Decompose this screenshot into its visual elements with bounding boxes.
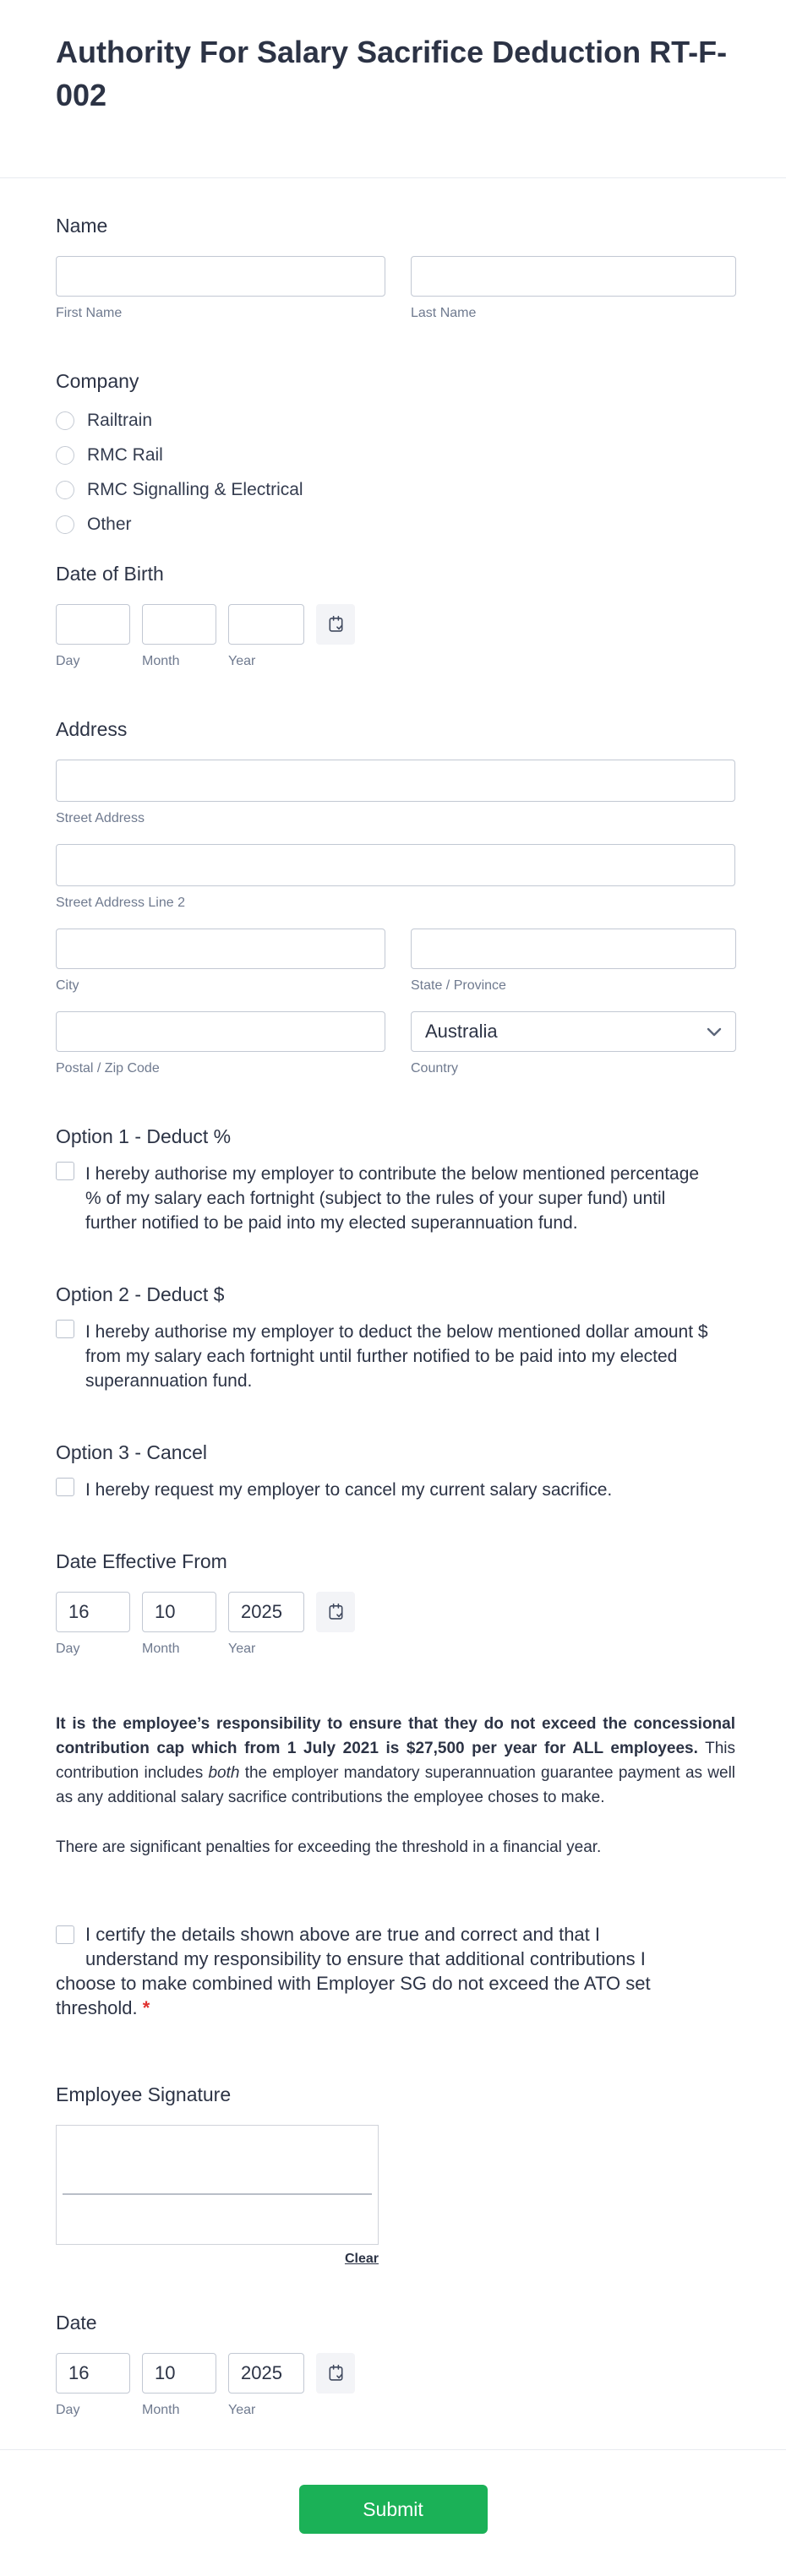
option1-checkbox[interactable] xyxy=(56,1162,74,1180)
option3-heading: Option 3 - Cancel xyxy=(56,1441,207,1463)
company-option-rmc-rail[interactable] xyxy=(56,443,735,467)
signature-baseline xyxy=(63,2193,372,2195)
company-field xyxy=(56,369,735,536)
option3-text: I hereby request my employer to cancel my current salary sacrifice. xyxy=(85,1480,613,1500)
option2-heading: Option 2 - Deduct $ xyxy=(56,1283,225,1305)
notice-regular-text: This contribution includes xyxy=(56,1740,735,1782)
name-label: Name xyxy=(56,215,108,237)
postal-code-sublabel: Postal / Zip Code xyxy=(56,1061,160,1076)
option3-checkbox[interactable] xyxy=(56,1478,74,1496)
street-address-line2-input[interactable] xyxy=(56,844,735,886)
date-year-sublabel: Year xyxy=(228,2403,256,2417)
state-sublabel: State / Province xyxy=(411,978,506,993)
company-option-label: Railtrain xyxy=(87,411,153,430)
street-address-line2-sublabel: Street Address Line 2 xyxy=(56,896,185,910)
state-input[interactable] xyxy=(411,929,736,969)
calendar-check-icon xyxy=(326,614,346,634)
company-option-label: Other xyxy=(87,515,132,534)
signature-pad[interactable] xyxy=(56,2125,379,2245)
dob-year-input[interactable] xyxy=(228,604,304,645)
signature-clear-link[interactable]: Clear xyxy=(344,2252,379,2266)
company-option-other[interactable] xyxy=(56,512,735,536)
dob-label: Date of Birth xyxy=(56,563,164,585)
signature-field xyxy=(56,2083,735,2267)
name-field xyxy=(56,214,735,322)
company-radio-other[interactable] xyxy=(56,515,74,534)
country-selected-value: Australia xyxy=(425,1021,498,1042)
option1-text: I hereby authorise my employer to contribute the below mentioned percentage % of my salary each fortnight (subject to the rules of your super fund) until further notified to be paid into my elected superannuation fund. xyxy=(85,1164,700,1233)
date-effective-year-input[interactable] xyxy=(228,1592,304,1632)
street-address-sublabel: Street Address xyxy=(56,811,145,825)
date-datepicker-button[interactable] xyxy=(316,2353,355,2394)
option2-field xyxy=(56,1283,735,1393)
date-day-sublabel: Day xyxy=(56,2403,80,2417)
calendar-check-icon xyxy=(326,1602,346,1622)
first-name-input[interactable] xyxy=(56,256,385,297)
postal-code-input[interactable] xyxy=(56,1011,385,1052)
company-radio-rmc-signalling[interactable] xyxy=(56,481,74,499)
date-year-input[interactable] xyxy=(228,2353,304,2394)
option1-field xyxy=(56,1125,735,1235)
submit-row xyxy=(0,2450,786,2576)
country-select[interactable] xyxy=(411,1011,736,1052)
signature-label: Employee Signature xyxy=(56,2083,232,2105)
dob-year-sublabel: Year xyxy=(228,654,256,668)
option3-field xyxy=(56,1440,735,1502)
option3-row[interactable] xyxy=(56,1478,735,1502)
street-address-input[interactable] xyxy=(56,760,735,802)
form-title: Authority For Salary Sacrifice Deduction RT-F-002 xyxy=(56,35,728,112)
notice-italic-word: both xyxy=(208,1764,240,1782)
company-option-rmc-signalling[interactable] xyxy=(56,477,735,502)
penalties-text: There are significant penalties for exceeding the threshold in a financial year. xyxy=(56,1838,602,1856)
date-effective-month-input[interactable] xyxy=(142,1592,216,1632)
date-effective-day-sublabel: Day xyxy=(56,1642,80,1656)
date-effective-year-sublabel: Year xyxy=(228,1642,256,1656)
company-radio-railtrain[interactable] xyxy=(56,411,74,430)
date-label: Date xyxy=(56,2312,97,2334)
option1-heading: Option 1 - Deduct % xyxy=(56,1125,232,1147)
date-month-sublabel: Month xyxy=(142,2403,180,2417)
dob-field xyxy=(56,562,735,670)
chevron-down-icon xyxy=(707,1027,722,1037)
company-radio-rmc-rail[interactable] xyxy=(56,446,74,465)
company-label: Company xyxy=(56,370,139,392)
date-effective-label: Date Effective From xyxy=(56,1550,227,1572)
notice-bold-text: It is the employee’s responsibility to ensure that they do not exceed the concessional contribution cap which from 1 July 2021 is $27,500 per year for ALL employees. xyxy=(56,1715,735,1757)
option2-row[interactable] xyxy=(56,1320,735,1393)
date-effective-day-input[interactable] xyxy=(56,1592,130,1632)
certify-text: I certify the details shown above are true and correct and that I understand my responsibility to ensure that additional contributions I choose to make combined with Employer SG do not exceed the ATO set threshold. xyxy=(56,1924,651,2018)
certify-checkbox[interactable] xyxy=(56,1925,74,1944)
company-option-label: RMC Signalling & Electrical xyxy=(87,480,303,499)
dob-day-input[interactable] xyxy=(56,604,130,645)
dob-month-input[interactable] xyxy=(142,604,216,645)
dob-day-sublabel: Day xyxy=(56,654,80,668)
notice-after-italic-text: the employer mandatory superannuation guarantee payment as well as any additional salary sacrifice contributions the employee choses to make. xyxy=(56,1764,736,1806)
date-effective-datepicker-button[interactable] xyxy=(316,1592,355,1632)
date-month-input[interactable] xyxy=(142,2353,216,2394)
address-label: Address xyxy=(56,718,128,740)
form-body xyxy=(0,178,786,2419)
option2-text: I hereby authorise my employer to deduct the below mentioned dollar amount $ from my salary each fortnight until further notified to be paid into my elected superannuation fund. xyxy=(85,1322,708,1391)
option1-row[interactable] xyxy=(56,1162,735,1235)
country-sublabel: Country xyxy=(411,1061,459,1076)
address-field xyxy=(56,717,735,1077)
date-effective-month-sublabel: Month xyxy=(142,1642,180,1656)
company-option-label: RMC Rail xyxy=(87,445,163,465)
company-option-railtrain[interactable] xyxy=(56,408,735,433)
first-name-sublabel: First Name xyxy=(56,306,123,320)
date-field xyxy=(56,2311,735,2419)
dob-month-sublabel: Month xyxy=(142,654,180,668)
calendar-check-icon xyxy=(326,2363,346,2383)
notice-block xyxy=(56,1712,735,1860)
notice-paragraph xyxy=(56,1712,735,1810)
certify-field[interactable] xyxy=(56,1922,677,2020)
required-asterisk: * xyxy=(142,1997,150,2018)
last-name-input[interactable] xyxy=(411,256,736,297)
date-effective-field xyxy=(56,1549,735,1658)
city-input[interactable] xyxy=(56,929,385,969)
option2-checkbox[interactable] xyxy=(56,1320,74,1338)
date-day-input[interactable] xyxy=(56,2353,130,2394)
city-sublabel: City xyxy=(56,978,79,993)
submit-button[interactable]: Submit xyxy=(299,2485,488,2534)
last-name-sublabel: Last Name xyxy=(411,306,477,320)
dob-datepicker-button[interactable] xyxy=(316,604,355,645)
